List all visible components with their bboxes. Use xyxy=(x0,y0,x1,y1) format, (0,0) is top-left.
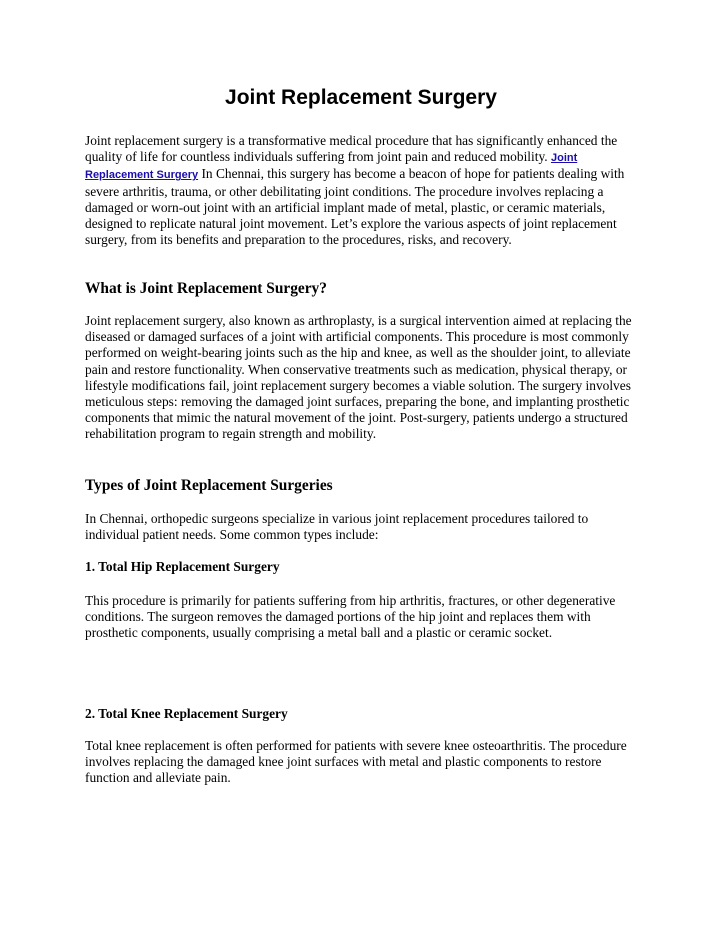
types-intro-paragraph: In Chennai, orthopedic surgeons specialize in various joint replacement procedures tailored to individual patient needs. Some common types include: xyxy=(85,511,589,543)
page-title: Joint Replacement Surgery xyxy=(225,86,497,109)
types-heading: Types of Joint Replacement Surgeries xyxy=(85,477,333,494)
hip-replacement-heading: 1. Total Hip Replacement Surgery xyxy=(85,559,280,574)
joint-replacement-surgery-link[interactable]: Joint Replacement Surgery xyxy=(85,152,578,182)
hip-replacement-paragraph: This procedure is primarily for patients suffering from hip arthritis, fractures, or other degenerative conditions. The surgeon removes the damaged portions of the hip joint and replaces them with prosthetic components, usually comprising a metal ball and a plastic or ceramic socket. xyxy=(85,593,616,641)
intro-text-before-link: Joint replacement surgery is a transformative medical procedure that has significantly enhanced the quality of life for countless individuals suffering from joint pain and reduced mobility. xyxy=(85,133,618,165)
intro-paragraph xyxy=(85,133,637,248)
knee-replacement-heading: 2. Total Knee Replacement Surgery xyxy=(85,706,288,721)
what-is-paragraph: Joint replacement surgery, also known as arthroplasty, is a surgical intervention aimed at replacing the diseased or damaged surfaces of a joint with artificial components. This procedure is most commonly performed on weight-bearing joints such as the hip and knee, as well as the shoulder joint, to alleviate pain and restore functionality. When conservative treatments such as medication, physical therapy, or lifestyle modifications fail, joint replacement surgery becomes a viable solution. The surgery involves meticulous steps: removing the damaged joint surfaces, preparing the bone, and implanting prosthetic components that mimic the natural movement of the joint. Post-surgery, patients undergo a structured rehabilitation program to regain strength and mobility. xyxy=(85,313,632,442)
intro-text-after-link: In Chennai, this surgery has become a beacon of hope for patients dealing with severe arthritis, trauma, or other debilitating joint conditions. The procedure involves replacing a damaged or worn-out joint with an artificial implant made of metal, plastic, or ceramic materials, designed to replicate natural joint movement. Let’s explore the various aspects of joint replacement surgery, from its benefits and preparation to the procedures, risks, and recovery. xyxy=(85,166,625,248)
what-is-heading: What is Joint Replacement Surgery? xyxy=(85,280,327,297)
knee-replacement-paragraph: Total knee replacement is often performed for patients with severe knee osteoarthritis. The procedure involves replacing the damaged knee joint surfaces with metal and plastic components to restore function and alleviate pain. xyxy=(85,738,627,786)
